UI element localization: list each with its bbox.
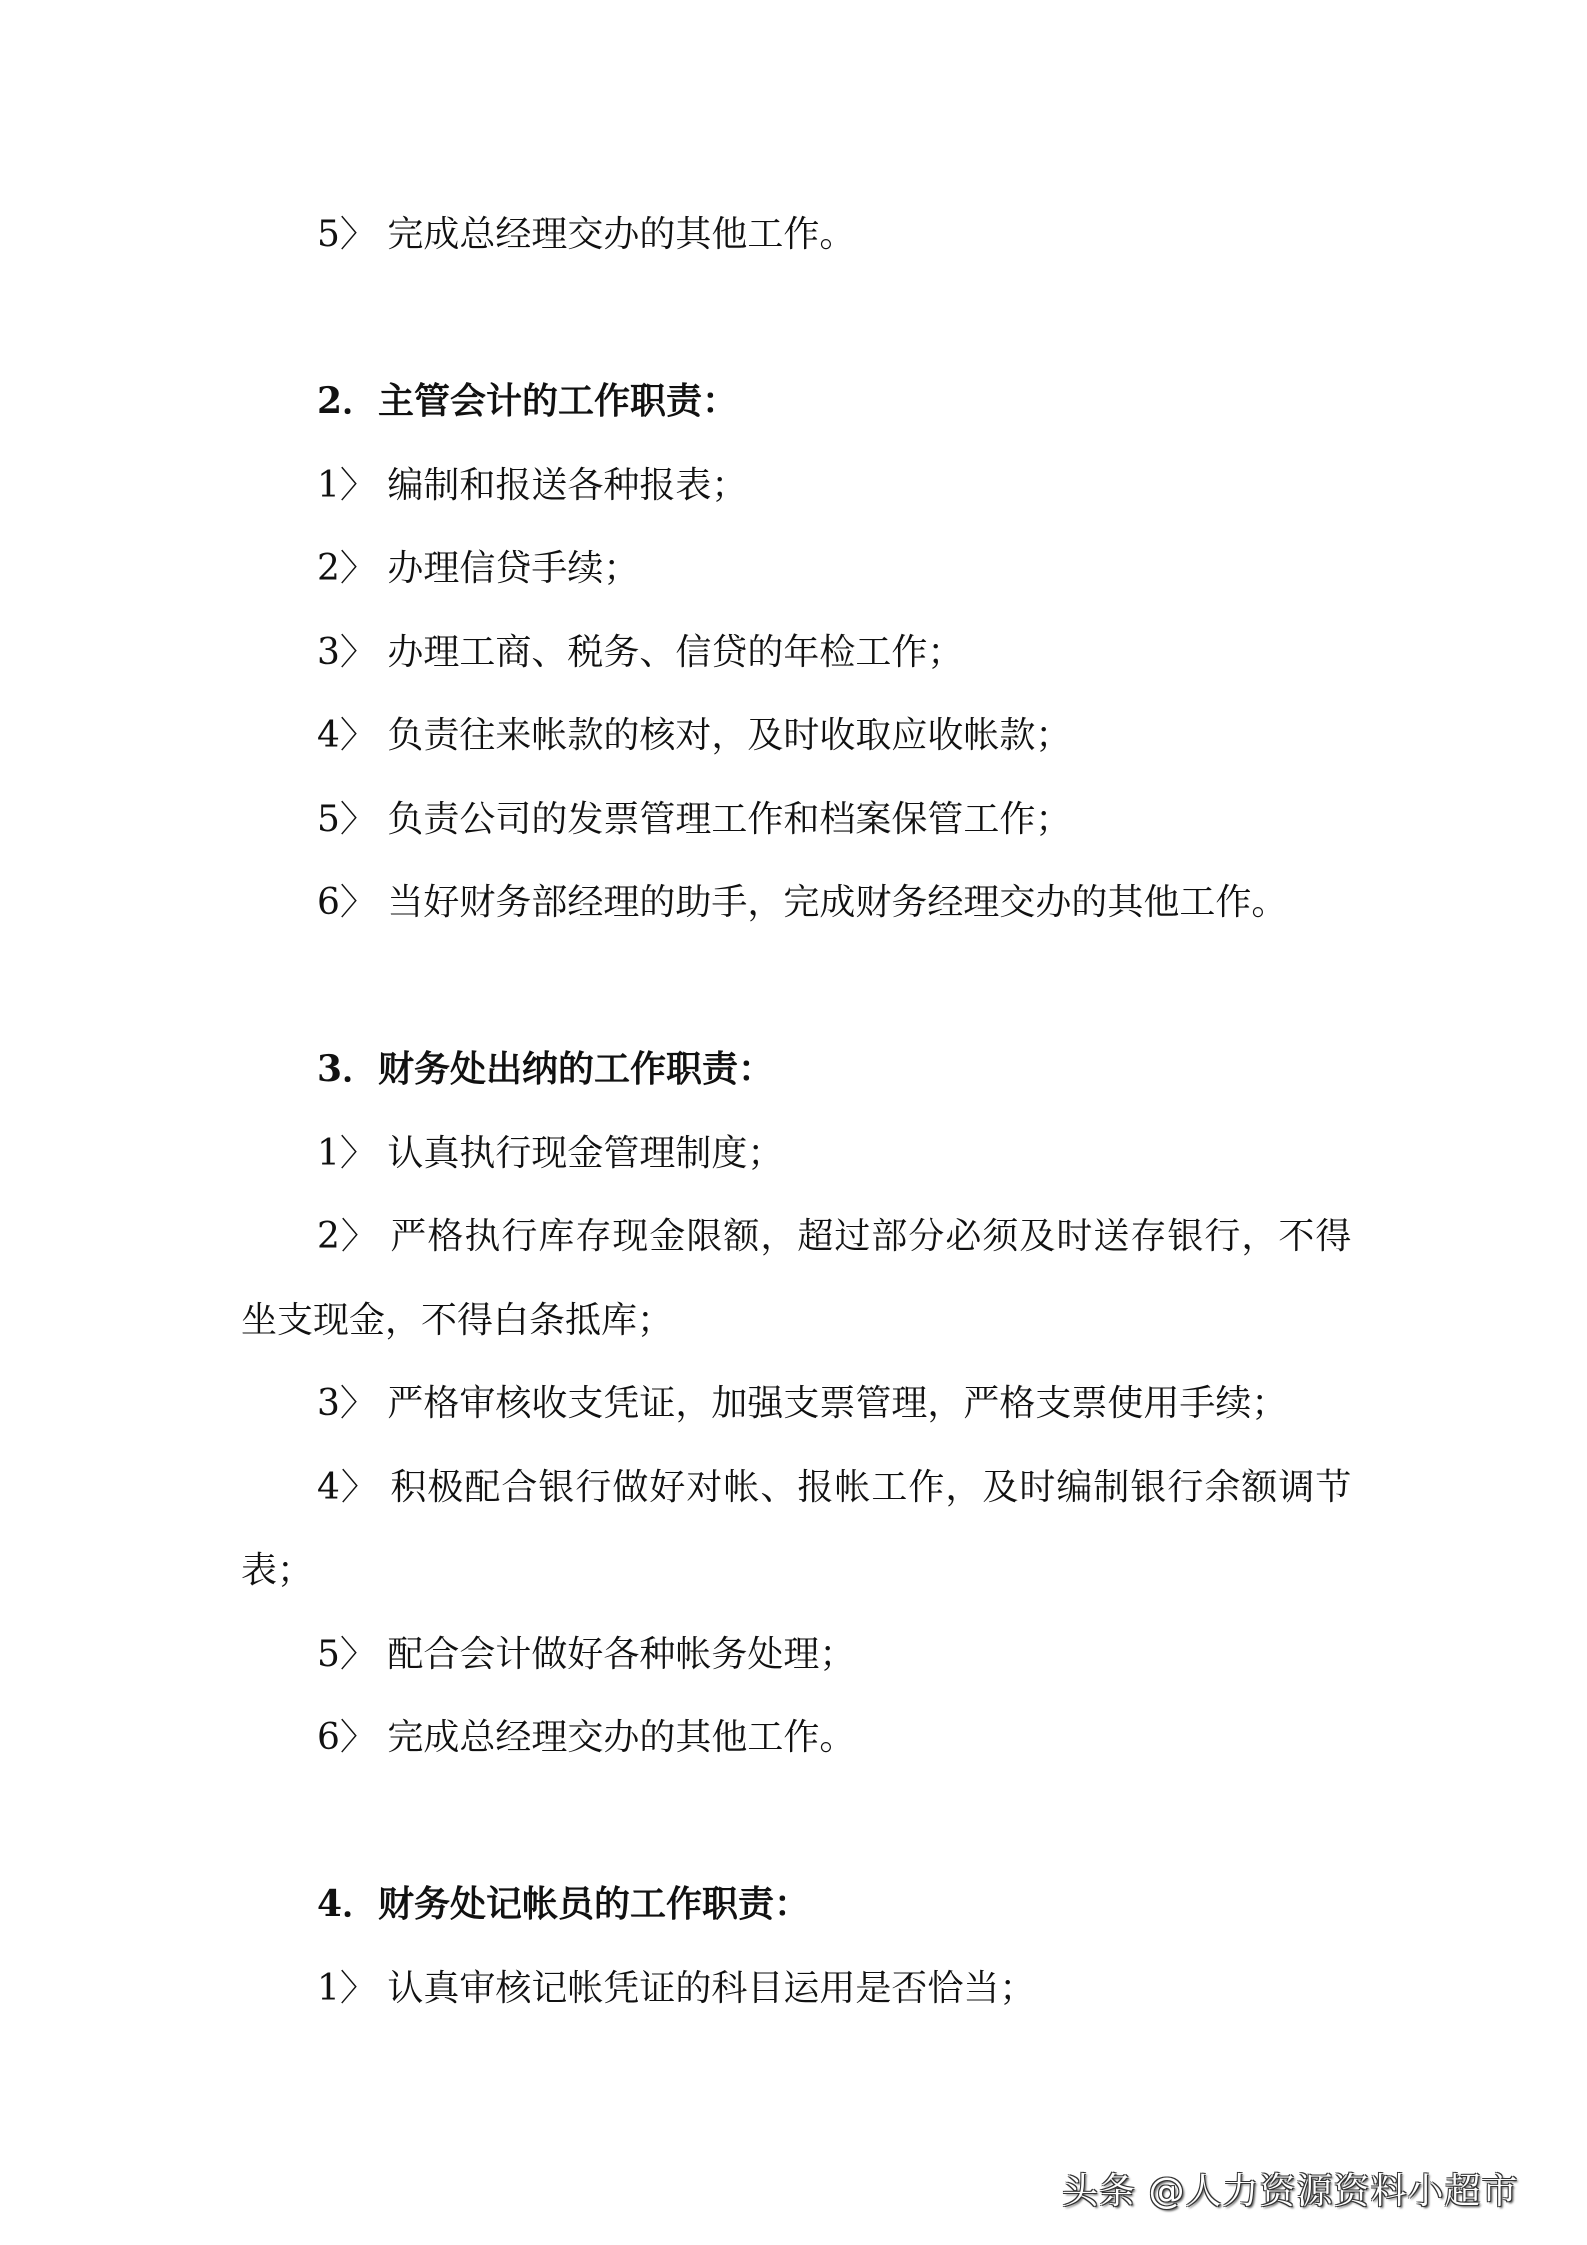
item-number: 6〉 [317, 882, 376, 923]
list-item [241, 193, 1347, 277]
list-item-continuation: 坐支现金，不得白条抵库； [241, 1299, 674, 1341]
item-text: 办理信贷手续； [387, 548, 640, 589]
item-number: 5〉 [317, 214, 376, 255]
list-item [241, 1947, 1347, 2031]
item-number: 4〉 [317, 1466, 378, 1508]
list-item [241, 611, 1347, 695]
item-text: 负责公司的发票管理工作和档案保管工作； [387, 798, 1072, 840]
item-text: 负责往来帐款的核对，及时收取应收帐款； [387, 715, 1072, 756]
list-item [241, 527, 1347, 611]
watermark: 头条 @人力资源资料小超市 [1062, 2171, 1519, 2212]
item-number: 5〉 [317, 1633, 376, 1675]
list-item [241, 1112, 1347, 1196]
list-item [241, 1696, 1347, 1780]
item-text: 认真审核记帐凭证的科目运用是否恰当； [387, 1967, 1036, 2009]
item-number: 1〉 [317, 464, 376, 506]
blank-line [241, 277, 1347, 361]
list-item [241, 1362, 1347, 1446]
item-number: 2〉 [317, 1216, 378, 1257]
item-number: 1〉 [317, 1967, 376, 2009]
item-number: 3〉 [317, 631, 376, 673]
list-item [241, 1613, 1347, 1697]
section-heading-2: 2．主管会计的工作职责： [317, 380, 739, 422]
item-text: 完成总经理交办的其他工作。 [387, 1717, 856, 1758]
list-item [241, 861, 1347, 945]
item-text: 当好财务部经理的助手，完成财务经理交办的其他工作。 [387, 882, 1288, 923]
document-page [241, 193, 1353, 2030]
item-text: 认真执行现金管理制度； [387, 1132, 784, 1174]
item-number: 2〉 [317, 548, 376, 589]
item-number: 3〉 [317, 1383, 376, 1424]
item-number: 6〉 [317, 1717, 376, 1758]
item-number: 4〉 [317, 715, 376, 756]
list-item [241, 444, 1347, 528]
item-text: 严格执行库存现金限额，超过部分必须及时送存银行，不得 [390, 1216, 1353, 1257]
list-item [241, 694, 1347, 778]
item-text: 配合会计做好各种帐务处理； [387, 1633, 856, 1675]
section-heading-4: 4．财务处记帐员的工作职责： [317, 1883, 811, 1925]
list-item-continuation: 表； [241, 1550, 314, 1591]
list-item [241, 778, 1347, 862]
item-number: 5〉 [317, 798, 376, 840]
blank-line [241, 945, 1347, 1029]
item-text: 积极配合银行做好对帐、报帐工作，及时编制银行余额调节 [390, 1466, 1353, 1508]
section-heading-3: 3．财务处出纳的工作职责： [317, 1048, 775, 1090]
list-item [241, 1446, 1353, 1530]
item-text: 完成总经理交办的其他工作。 [387, 214, 856, 255]
item-text: 严格审核收支凭证，加强支票管理，严格支票使用手续； [387, 1383, 1288, 1424]
blank-line [241, 1780, 1347, 1864]
list-item [241, 1195, 1353, 1279]
item-text: 办理工商、税务、信贷的年检工作； [387, 631, 964, 673]
item-text: 编制和报送各种报表； [387, 464, 748, 506]
item-number: 1〉 [317, 1132, 376, 1174]
